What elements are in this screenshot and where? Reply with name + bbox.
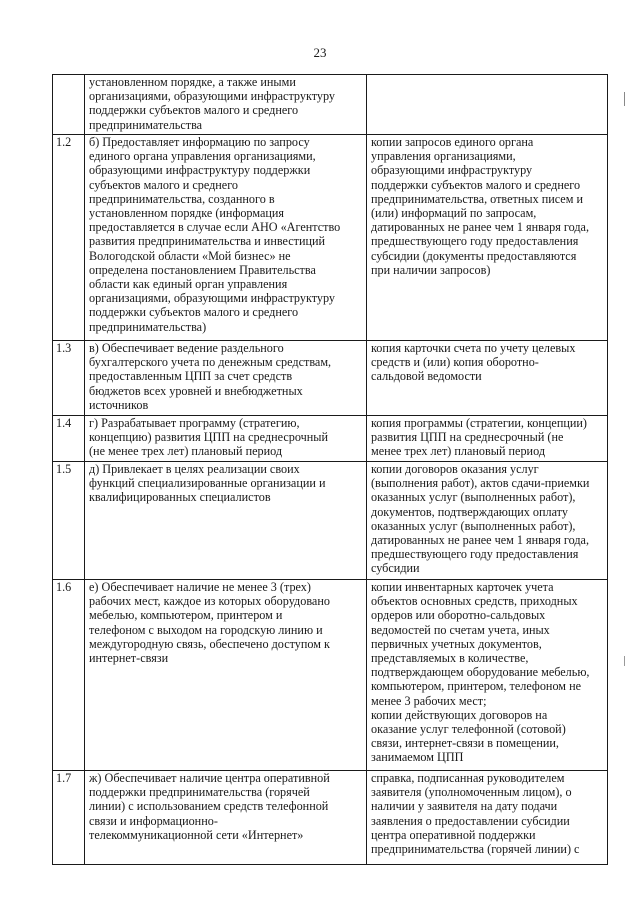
- table-row: [53, 771, 608, 865]
- table-row: [53, 341, 608, 416]
- documents-cell: копии запросов единого органа управления организациями, образующими инфраструктуру поддержки субъектов малого и среднего предпринимательства, ответных писем и (или) информаций по запросам, датированных не ранее чем 1 января года, предшествующего году предоставления субсидии (документы предоставляются при наличии запросов): [367, 135, 608, 341]
- documents-cell: копия карточки счета по учету целевых средств и (или) копия оборотно- сальдовой ведомости: [367, 341, 608, 416]
- table-row: [53, 135, 608, 341]
- documents-cell: справка, подписанная руководителем заявителя (уполномоченным лицом), о наличии у заявителя на дату подачи заявления о предоставлении субсидии центра оперативной поддержки предпринимательства (горячей линии) с: [367, 771, 608, 865]
- requirement-cell: ж) Обеспечивает наличие центра оперативной поддержки предпринимательства (горячей линии) с использованием средств телефонной связи и информационно- телекоммуникационной сети «Интернет»: [85, 771, 367, 865]
- documents-cell: копия программы (стратегии, концепции) развития ЦПП на среднесрочный (не менее трех лет) плановый период: [367, 416, 608, 462]
- documents-cell: копии договоров оказания услуг (выполнения работ), актов сдачи-приемки оказанных услуг (выполненных работ), документов, подтверждающих оплату оказанных услуг (выполненных работ), датированных не ранее чем 1 января года, предшествующего году предоставления субсидии: [367, 462, 608, 580]
- row-number: 1.6: [53, 580, 85, 771]
- requirement-cell: е) Обеспечивает наличие не менее 3 (трех) рабочих мест, каждое из которых оборудовано мебелью, компьютером, принтером и телефоном с выходом на городскую линию и междугородную связь, обеспечено доступом к интернет-связи: [85, 580, 367, 771]
- page-number: 23: [313, 45, 327, 60]
- scan-mark: [624, 656, 625, 666]
- table-row: [53, 75, 608, 135]
- table-row: [53, 580, 608, 771]
- requirement-cell: г) Разрабатывает программу (стратегию, концепцию) развития ЦПП на среднесрочный (не менее трех лет) плановый период: [85, 416, 367, 462]
- documents-cell: копии инвентарных карточек учета объектов основных средств, приходных ордеров или оборотно-сальдовых ведомостей по счетам учета, иных первичных учетных документов, представляемых в количестве, подтверждающем оборудование мебелью, компьютером, принтером, телефоном не менее 3 рабочих мест; копии действующих договоров на оказание услуг телефонной (сотовой) связи, интернет-связи в помещении, занимаемом ЦПП: [367, 580, 608, 771]
- table-row: [53, 416, 608, 462]
- requirements-table: [52, 74, 608, 865]
- requirement-cell: установленном порядке, а также иными организациями, образующими инфраструктуру поддержки субъектов малого и среднего предпринимательства: [85, 75, 367, 135]
- requirement-cell: б) Предоставляет информацию по запросу единого органа управления организациями, образующими инфраструктуру поддержки субъектов малого и среднего предпринимательства, созданного в установленном порядке (информация предоставляется в случае если АНО «Агентство развития предпринимательства и инвестиций Вологодской области «Мой бизнес» не определена постановлением Правительства области как единый орган управления организациями, образующими инфраструктуру поддержки субъектов малого и среднего предпринимательства): [85, 135, 367, 341]
- row-number: 1.4: [53, 416, 85, 462]
- row-number: [53, 75, 85, 135]
- row-number: 1.3: [53, 341, 85, 416]
- requirement-cell: в) Обеспечивает ведение раздельного бухгалтерского учета по денежным средствам, предоставленным ЦПП за счет средств бюджетов всех уровней и внебюджетных источников: [85, 341, 367, 416]
- row-number: 1.2: [53, 135, 85, 341]
- documents-cell: [367, 75, 608, 135]
- scan-mark: [624, 92, 625, 106]
- row-number: 1.7: [53, 771, 85, 865]
- row-number: 1.5: [53, 462, 85, 580]
- table-row: [53, 462, 608, 580]
- requirement-cell: д) Привлекает в целях реализации своих функций специализированные организации и квалифицированных специалистов: [85, 462, 367, 580]
